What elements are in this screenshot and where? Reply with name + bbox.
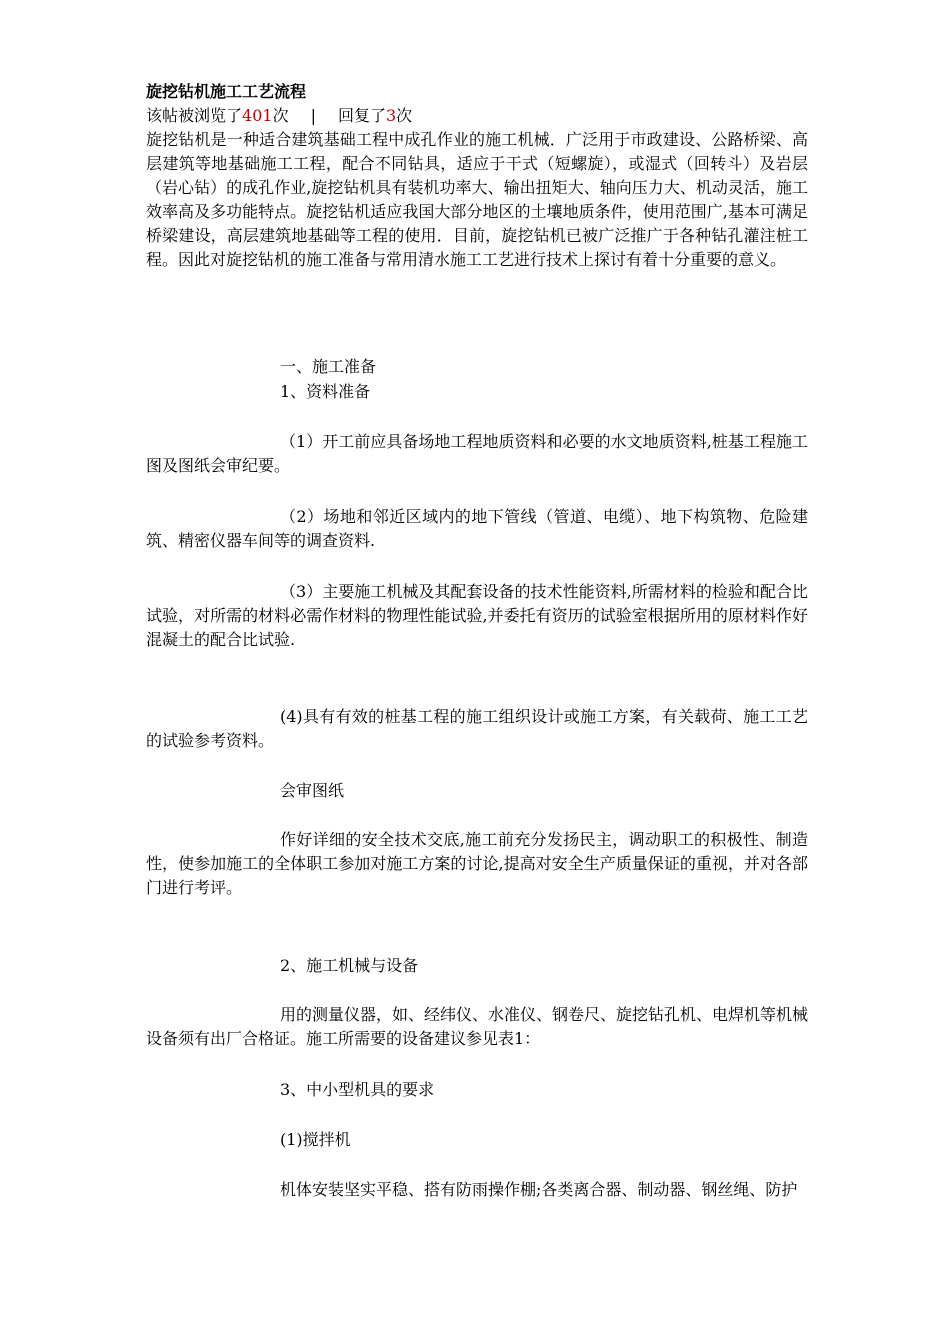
intro-paragraph: 旋挖钻机是一种适合建筑基础工程中成孔作业的施工机械．广泛用于市政建设、公路桥梁、高层建筑等地基础施工工程，配合不同钻具，适应于干式（短螺旋），或湿式（回转斗）及岩层（岩心钻）的成孔作业,旋挖钻机具有装机功率大、输出扭矩大、轴向压力大、机动灵活，施工效率高及多功能特点。旋挖钻机适应我国大部分地区的土壤地质条件，使用范围广,基本可满足桥梁建设，高层建筑地基础等工程的使用．目前，旋挖钻机已被广泛推广于各种钻孔灌注桩工程。因此对旋挖钻机的施工准备与常用清水施工工艺进行技术上探讨有着十分重要的意义。 <box>146 130 808 269</box>
review-heading: 会审图纸 <box>280 781 345 800</box>
views-prefix: 该帖被浏览了 <box>146 106 243 125</box>
item-4: (4)具有有效的桩基工程的施工组织设计或施工方案，有关载荷、施工工艺的试验参考资料。 <box>146 707 808 750</box>
sub2-heading: 2、施工机械与设备 <box>280 956 419 975</box>
replies-prefix: 回复了 <box>337 106 386 125</box>
views-count: 401 <box>242 106 273 125</box>
stats-separator: | <box>310 106 316 125</box>
replies-count: 3 <box>385 106 397 125</box>
item-3: （3）主要施工机械及其配套设备的技术性能资料,所需材料的检验和配合比试验，对所需的材料必需作材料的物理性能试验,并委托有资历的试验室根据所用的原材料作好混凝土的配合比试验. <box>146 582 808 649</box>
document-title: 旋挖钻机施工工艺流程 <box>146 82 307 101</box>
mixer-heading: (1)搅拌机 <box>280 1130 351 1149</box>
views-suffix: 次 <box>272 106 289 125</box>
sub2-paragraph: 用的测量仪器，如、经纬仪、水准仪、钢卷尺、旋挖钻孔机、电焊机等机械设备须有出厂合格证。施工所需要的设备建议参见表1： <box>146 1005 809 1048</box>
sub1-heading: 1、资料准备 <box>280 382 371 401</box>
mixer-paragraph: 机体安装坚实平稳、搭有防雨操作棚;各类离合器、制动器、钢丝绳、防护 <box>280 1180 798 1199</box>
item-2: （2）场地和邻近区域内的地下管线（管道、电缆）、地下构筑物、危险建筑、精密仪器车间等的调查资料. <box>146 507 808 550</box>
section1-heading: 一、施工准备 <box>280 357 377 376</box>
sub3-heading: 3、中小型机具的要求 <box>280 1080 435 1099</box>
post-stats <box>146 104 808 128</box>
item-1: （1）开工前应具备场地工程地质资料和必要的水文地质资料,桩基工程施工图及图纸会审纪要。 <box>146 432 808 475</box>
replies-suffix: 次 <box>396 106 413 125</box>
review-paragraph: 作好详细的安全技术交底,施工前充分发扬民主，调动职工的积极性、制造性，使参加施工的全体职工参加对施工方案的讨论,提高对安全生产质量保证的重视，并对各部门进行考评。 <box>146 830 808 897</box>
